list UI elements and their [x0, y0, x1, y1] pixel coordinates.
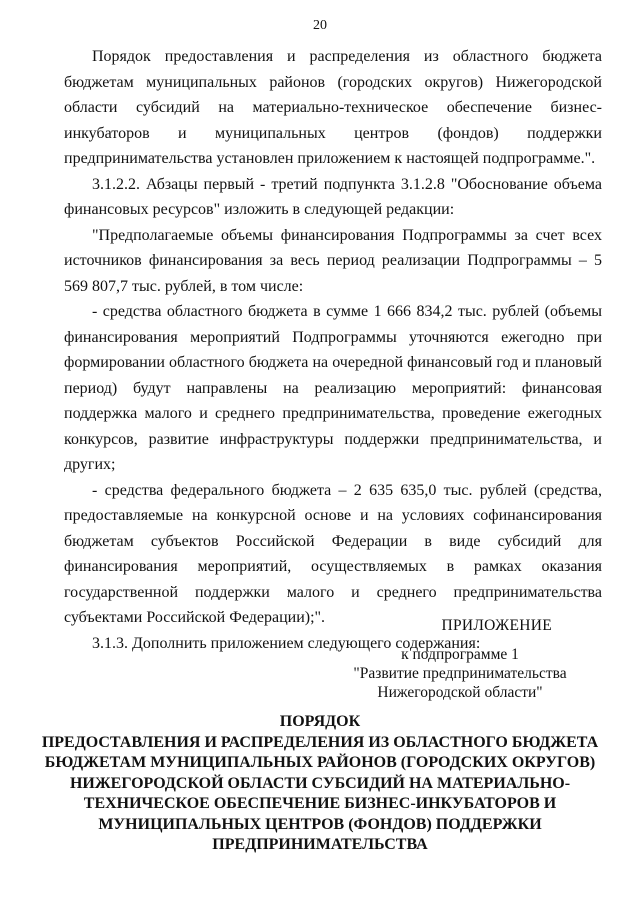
paragraph-regional-budget: - средства областного бюджета в сумме 1 666 834,2 тыс. рублей (объемы финансирования мероприятий Подпрограммы уточняются ежегодно при формировании областного бюджета на очередной финансовый год и плановый период) будут направлены на реализацию мероприятий: финансовая поддержка малого и среднего предпринимательства, проведение ежегодных конкурсов, развитие инфраструктуры поддержки предпринимательства, и других;	[64, 303, 602, 473]
title-subtitle: ПРЕДОСТАВЛЕНИЯ И РАСПРЕДЕЛЕНИЯ ИЗ ОБЛАСТНОГО БЮДЖЕТА БЮДЖЕТАМ МУНИЦИПАЛЬНЫХ РАЙОНОВ (ГОРОДСКИХ ОКРУГОВ) НИЖЕГОРОДСКОЙ ОБЛАСТИ СУБСИДИЙ НА МАТЕРИАЛЬНО-ТЕХНИЧЕСКОЕ ОБЕСПЕЧЕНИЕ БИЗНЕС-ИНКУБАТОРОВ И МУНИЦИПАЛЬНЫХ ЦЕНТРОВ (ФОНДОВ) ПОДДЕРЖКИ ПРЕДПРИНИМАТЕЛЬСТВА	[41, 733, 599, 853]
paragraph-federal-budget: - средства федерального бюджета – 2 635 635,0 тыс. рублей (средства, предоставляемые на конкурсной основе и на условиях софинансирования бюджетам субъектов Российской Федерации в виде субсидий для финансирования мероприятий, осуществляемых в рамках оказания государственной поддержки малого и среднего предпринимательства субъектами Российской Федерации);".	[64, 481, 602, 626]
document-title	[40, 712, 600, 856]
appendix-line-2: "Развитие предпринимательства	[353, 665, 567, 682]
paragraph-total-financing: "Предполагаемые объемы финансирования Подпрограммы за счет всех источников финансирования за весь период реализации Подпрограммы – 5 569 807,7 тыс. рублей, в том числе:	[64, 226, 602, 295]
paragraph-amendment-3-1-2-2: 3.1.2.2. Абзацы первый - третий подпункта 3.1.2.8 "Обоснование объема финансовых ресурсов" изложить в следующей редакции:	[64, 175, 602, 218]
paragraph-procedure-reference: Порядок предоставления и распределения из областного бюджета бюджетам муниципальных районов (городских округов) Нижегородской области субсидий на материально-техническое обеспечение бизнес-инкубаторов и муниципальных центров (фондов) поддержки предпринимательства установлен приложением к настоящей подпрограмме.".	[64, 48, 602, 167]
page-number: 20	[313, 18, 327, 33]
paragraph-amendment-3-1-3: 3.1.3. Дополнить приложением следующего содержания:	[92, 634, 481, 652]
appendix-header	[330, 616, 590, 702]
appendix-line-1: к подпрограмме 1	[401, 646, 519, 663]
body-text	[64, 44, 602, 656]
appendix-line-3: Нижегородской области"	[377, 684, 543, 701]
title-heading: ПОРЯДОК	[279, 713, 361, 730]
appendix-label: ПРИЛОЖЕНИЕ	[441, 617, 552, 634]
